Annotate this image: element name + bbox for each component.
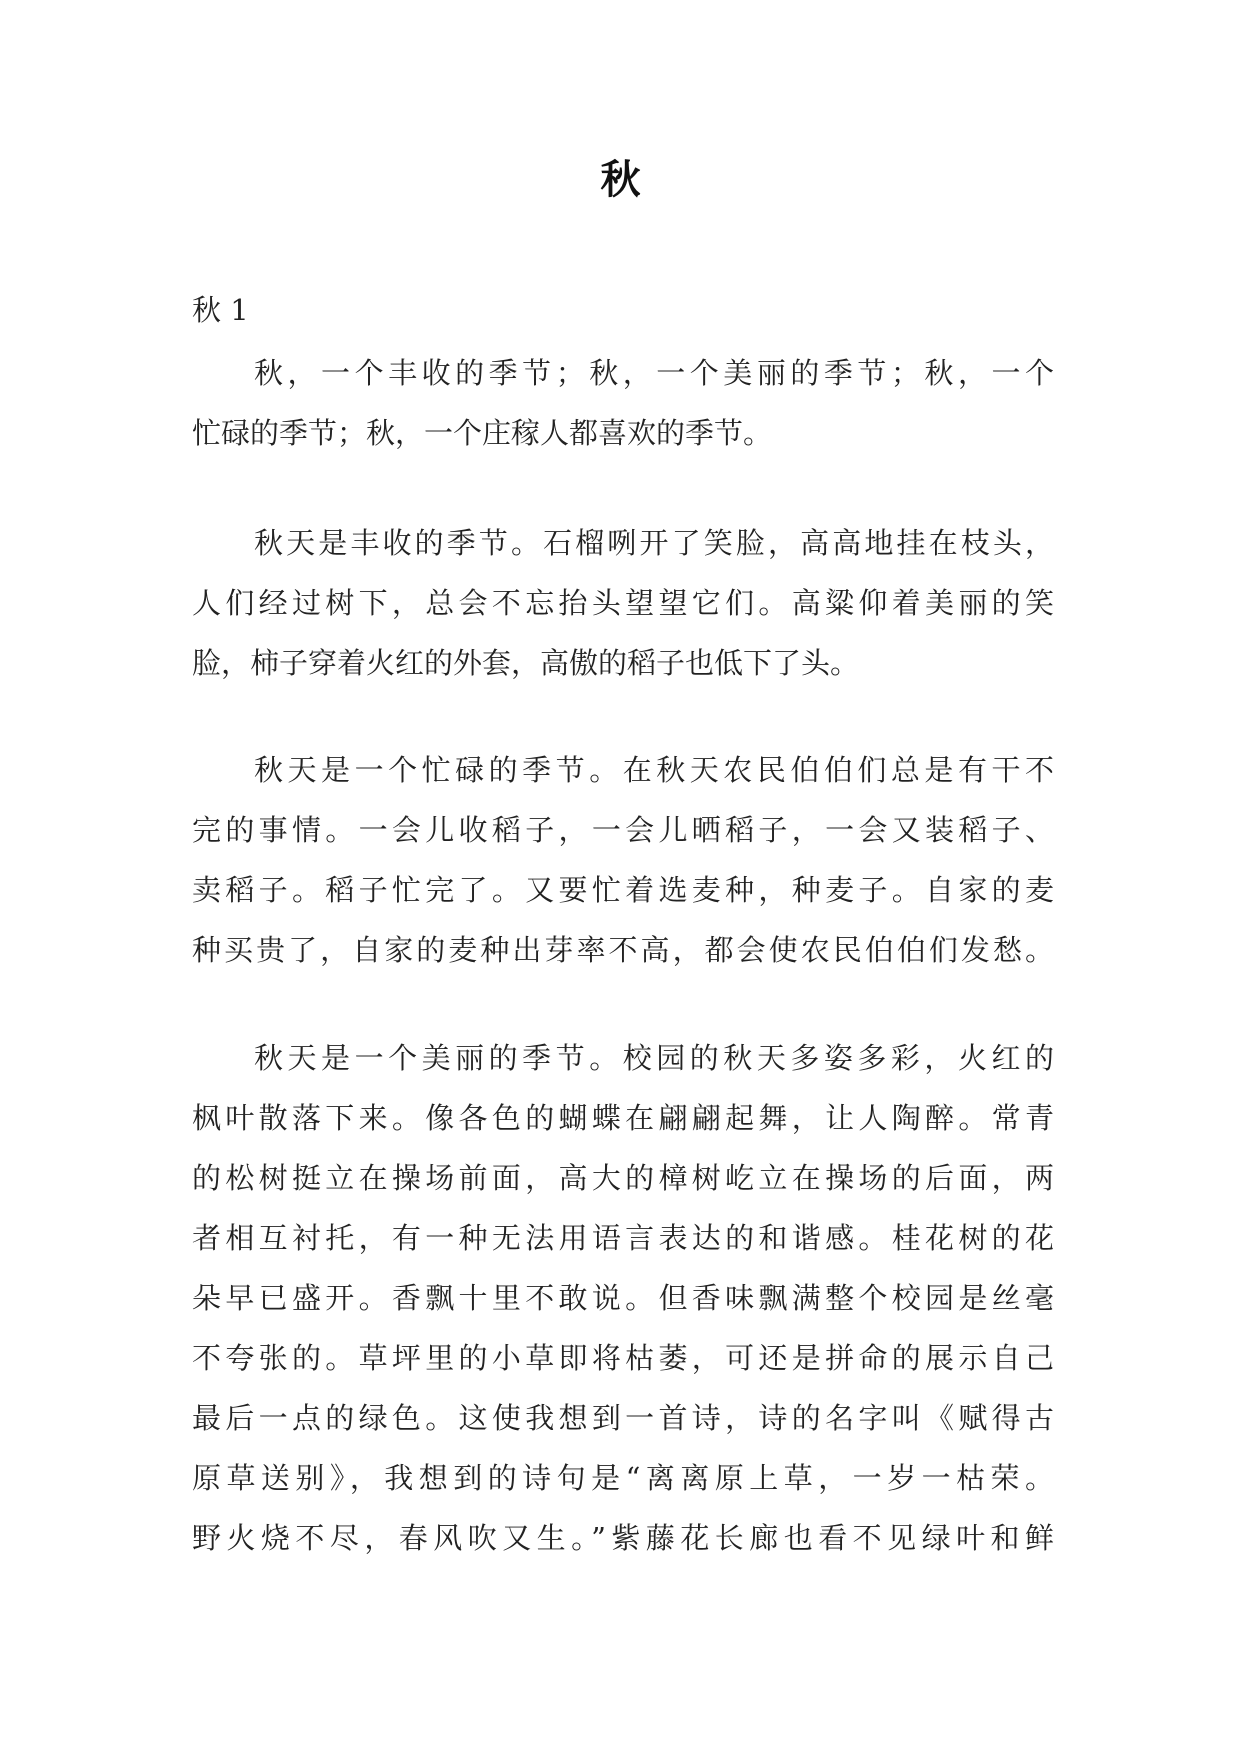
paragraph-line: 卖稻子。稻子忙完了。又要忙着选麦种，种麦子。自家的麦 bbox=[192, 873, 1054, 907]
paragraph-line: 不夸张的。草坪里的小草即将枯萎，可还是拼命的展示自己 bbox=[192, 1341, 1054, 1375]
paragraph-line: 人们经过树下，总会不忘抬头望望它们。高粱仰着美丽的笑 bbox=[192, 586, 1054, 620]
paragraph-line: 完的事情。一会儿收稻子，一会儿晒稻子，一会又装稻子、 bbox=[192, 813, 1054, 847]
document-title: 秋 bbox=[600, 156, 641, 203]
paragraph-2 bbox=[192, 513, 1054, 693]
paragraph-line: 种买贵了，自家的麦种出芽率不高，都会使农民伯伯们发愁。 bbox=[192, 933, 1054, 967]
section-heading: 秋 1 bbox=[192, 293, 249, 327]
paragraph-1 bbox=[192, 343, 1054, 463]
paragraph-4 bbox=[192, 1028, 1054, 1568]
paragraph-line: 原草送别》，我想到的诗句是“离离原上草，一岁一枯荣。 bbox=[192, 1461, 1054, 1495]
paragraph-line: 秋天是一个忙碌的季节。在秋天农民伯伯们总是有干不 bbox=[254, 753, 1054, 787]
paragraph-line: 枫叶散落下来。像各色的蝴蝶在翩翩起舞，让人陶醉。常青 bbox=[192, 1101, 1054, 1135]
paragraph-3 bbox=[192, 740, 1054, 980]
paragraph-line: 朵早已盛开。香飘十里不敢说。但香味飘满整个校园是丝毫 bbox=[192, 1281, 1054, 1315]
paragraph-line: 者相互衬托，有一种无法用语言表达的和谐感。桂花树的花 bbox=[192, 1221, 1054, 1255]
paragraph-line: 秋天是丰收的季节。石榴咧开了笑脸，高高地挂在枝头， bbox=[254, 526, 1054, 560]
paragraph-line: 脸，柿子穿着火红的外套，高傲的稻子也低下了头。 bbox=[192, 646, 860, 680]
paragraph-line: 最后一点的绿色。这使我想到一首诗，诗的名字叫《赋得古 bbox=[192, 1401, 1054, 1435]
paragraph-line: 忙碌的季节；秋，一个庄稼人都喜欢的季节。 bbox=[192, 416, 773, 450]
paragraph-line: 的松树挺立在操场前面，高大的樟树屹立在操场的后面，两 bbox=[192, 1161, 1054, 1195]
paragraph-line: 野火烧不尽，春风吹又生。”紫藤花长廊也看不见绿叶和鲜 bbox=[192, 1521, 1054, 1555]
paragraph-line: 秋，一个丰收的季节；秋，一个美丽的季节；秋，一个 bbox=[254, 356, 1054, 390]
paragraph-line: 秋天是一个美丽的季节。校园的秋天多姿多彩，火红的 bbox=[254, 1041, 1054, 1075]
